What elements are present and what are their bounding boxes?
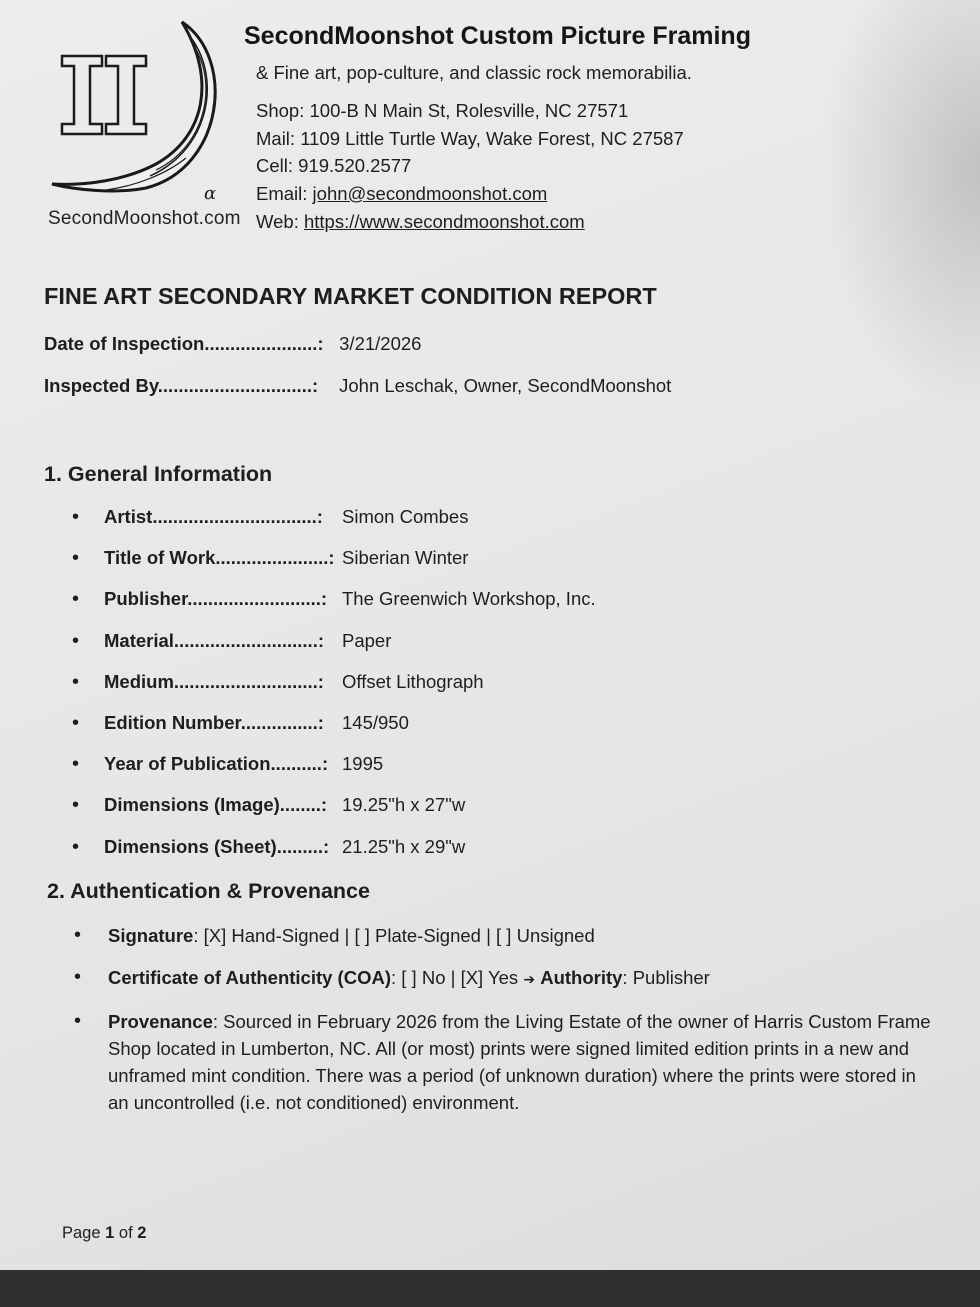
list-item: • Artist................................: Simon Combes <box>72 506 469 528</box>
letterhead <box>244 22 751 232</box>
bullet: • <box>74 1010 82 1032</box>
coa-item <box>74 964 934 993</box>
material-value: Paper <box>342 629 392 651</box>
web-link[interactable]: https://www.secondmoonshot.com <box>303 211 585 232</box>
bullet: • <box>72 835 80 858</box>
list-item: • Year of Publication..........: 1995 <box>72 753 384 776</box>
bullet: • <box>74 966 82 988</box>
inspector-value: John Leschak, Owner, SecondMoonshot <box>339 375 672 396</box>
dimensions-image-value: 19.25"h x 27"w <box>342 794 466 816</box>
date-value: 3/21/2026 <box>339 333 422 354</box>
edition-number-value: 145/950 <box>342 711 409 733</box>
bullet: • <box>72 547 80 570</box>
web-label: Web: <box>256 211 304 232</box>
bullet: • <box>72 629 80 652</box>
list-item: • Medium............................: Offset Lithograph <box>72 670 484 693</box>
inspector-leader: ..............................: <box>157 375 319 396</box>
authority-value: : Publisher <box>622 967 710 988</box>
cell-phone: Cell: 919.520.2577 <box>256 155 412 176</box>
list-item: • Publisher..........................: The Greenwich Workshop, Inc. <box>72 588 596 611</box>
email-link[interactable]: john@secondmoonshot.com <box>312 183 548 204</box>
list-item: • Title of Work......................: Siberian Winter <box>72 547 469 570</box>
page-number: Page 1 of 2 <box>62 1224 147 1242</box>
year-value: 1995 <box>342 753 384 775</box>
signature-label: Signature <box>108 925 194 946</box>
signature-options: : [X] Hand-Signed | [ ] Plate-Signed | [ ] Unsigned <box>193 925 595 946</box>
bullet: • <box>72 753 80 776</box>
list-item: • Dimensions (Sheet).........: 21.25"h x 29"w <box>72 835 466 858</box>
alpha-mark: α <box>204 183 217 204</box>
bullet: • <box>72 670 80 693</box>
list-item: • Material............................: Paper <box>72 629 392 652</box>
signature-item <box>74 922 934 949</box>
bullet: • <box>72 711 80 734</box>
authority-label: Authority <box>540 967 623 988</box>
report-title: FINE ART SECONDARY MARKET CONDITION REPORT <box>44 283 657 309</box>
publisher-value: The Greenwich Workshop, Inc. <box>342 588 596 610</box>
list-item: • Edition Number...............: 145/950 <box>72 711 409 734</box>
company-logo <box>46 18 241 233</box>
company-name: SecondMoonshot Custom Picture Framing <box>244 22 751 50</box>
general-info-list <box>72 506 596 877</box>
tagline: & Fine art, pop-culture, and classic rock memorabilia. <box>256 62 692 83</box>
section-general-title: 1. General Information <box>44 462 273 486</box>
date-of-inspection-row <box>44 333 421 355</box>
shop-address: Shop: 100-B N Main St, Rolesville, NC 27571 <box>256 100 629 121</box>
coa-options: : [ ] No | [X] Yes <box>391 967 524 988</box>
artist-value: Simon Combes <box>342 506 469 527</box>
bullet: • <box>74 924 82 946</box>
mail-address: Mail: 1109 Little Turtle Way, Wake Forest, NC 27587 <box>256 128 684 149</box>
inspected-by-row <box>44 375 671 397</box>
background-surface <box>0 1270 980 1307</box>
coa-label: Certificate of Authenticity (COA) <box>108 967 391 988</box>
email-line <box>256 183 547 205</box>
bullet: • <box>72 794 80 817</box>
medium-value: Offset Lithograph <box>342 670 484 692</box>
list-item: • Dimensions (Image)........: 19.25"h x 27"w <box>72 794 466 817</box>
web-line <box>256 211 585 233</box>
provenance-label: Provenance <box>108 1011 213 1032</box>
logo-site-text: SecondMoonshot.com <box>48 208 241 229</box>
date-leader: ......................: <box>204 333 324 354</box>
inspector-label: Inspected By <box>44 375 158 396</box>
provenance-item <box>74 1008 934 1116</box>
dimensions-sheet-value: 21.25"h x 29"w <box>342 835 466 857</box>
authentication-list <box>74 922 934 1131</box>
bullet: • <box>72 506 80 528</box>
title-of-work-value: Siberian Winter <box>342 547 469 569</box>
provenance-text: : Sourced in February 2026 from the Living Estate of the owner of Harris Custom Frame Shop located in Lumberton, NC. All (or most) prints were signed limited edition prints in a new and unframed mint condition. There was a period (of unknown duration) where the prints were stored in an uncontrolled (i.e. not conditioned) environment. <box>108 1011 931 1113</box>
date-label: Date of Inspection <box>44 333 205 354</box>
bullet: • <box>72 588 80 611</box>
arrow-right-icon: ➔ <box>523 971 536 987</box>
email-label: Email: <box>256 183 313 204</box>
section-authentication-title: 2. Authentication & Provenance <box>47 879 370 903</box>
